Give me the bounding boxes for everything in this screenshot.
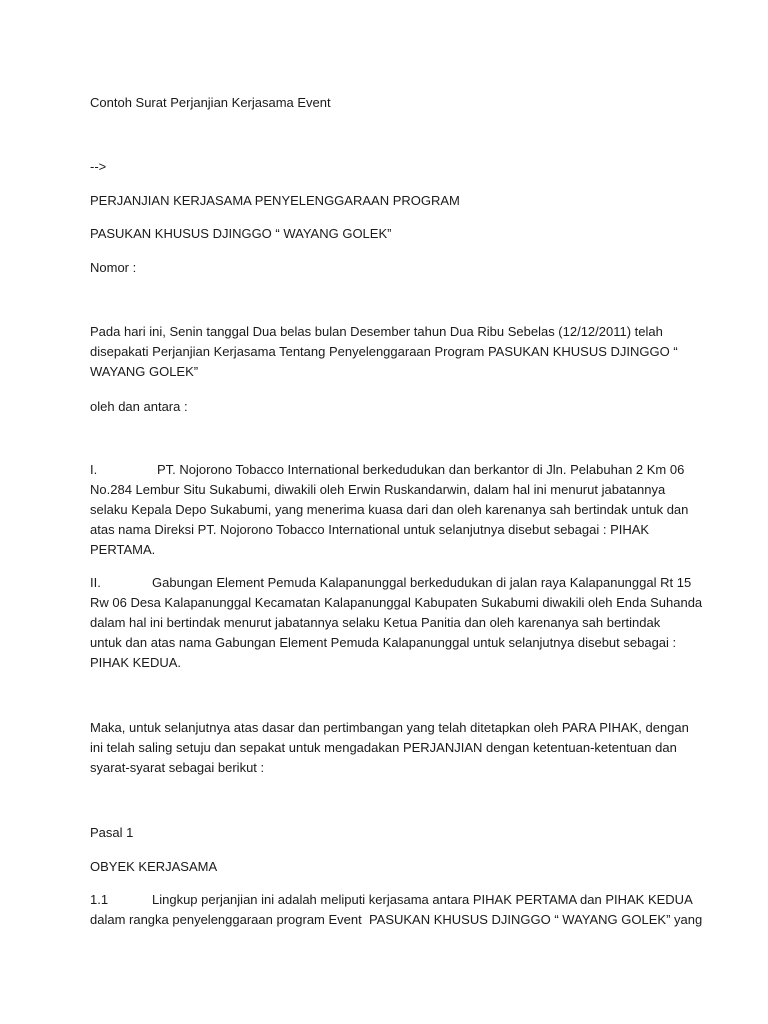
paragraph-line: selaku Kepala Depo Sukabumi, yang menerima kuasa dari dan oleh karenanya sah bertindak untuk dan xyxy=(90,502,689,517)
program-name-heading: PASUKAN KHUSUS DJINGGO “ WAYANG GOLEK” xyxy=(90,226,392,241)
paragraph-line-text: Gabungan Element Pemuda Kalapanunggal berkedudukan di jalan raya Kalapanunggal Rt 15 xyxy=(152,575,692,590)
paragraph-line: Maka, untuk selanjutnya atas dasar dan pertimbangan yang telah ditetapkan oleh PARA PIHAK, dengan xyxy=(90,720,689,735)
opening-paragraph xyxy=(90,322,678,382)
paragraph-line: disepakati Perjanjian Kerjasama Tentang Penyelenggaraan Program PASUKAN KHUSUS DJINGGO “ xyxy=(90,344,678,359)
article-heading: OBYEK KERJASAMA xyxy=(90,859,218,874)
paragraph-line xyxy=(90,573,702,593)
clause-number: 1.1 xyxy=(90,892,109,907)
paragraph-line: syarat-syarat sebagai berikut : xyxy=(90,760,265,775)
paragraph-line: untuk dan atas nama Gabungan Element Pemuda Kalapanunggal untuk selanjutnya disebut sebagai : xyxy=(90,635,677,650)
paragraph-line: dalam hal ini bertindak menurut jabatannya selaku Ketua Panitia dan oleh karenanya sah bertindak xyxy=(90,615,661,630)
paragraph-line-text: PT. Nojorono Tobacco International berkedudukan dan berkantor di Jln. Pelabuhan 2 Km 06 xyxy=(157,462,685,477)
document-title: Contoh Surat Perjanjian Kerjasama Event xyxy=(90,95,331,110)
paragraph-line-text: Lingkup perjanjian ini adalah meliputi kerjasama antara PIHAK PERTAMA dan PIHAK KEDUA xyxy=(152,892,693,907)
party-item-first xyxy=(90,460,688,560)
paragraph-line: dalam rangka penyelenggaraan program Event PASUKAN KHUSUS DJINGGO “ WAYANG GOLEK” yang xyxy=(90,912,703,927)
paragraph-line: Pada hari ini, Senin tanggal Dua belas bulan Desember tahun Dua Ribu Sebelas (12/12/2011) telah xyxy=(90,324,663,339)
agreement-heading: PERJANJIAN KERJASAMA PENYELENGGARAAN PROGRAM xyxy=(90,193,460,208)
paragraph-line: atas nama Direksi PT. Nojorono Tobacco International untuk selanjutnya disebut sebagai : PIHAK xyxy=(90,522,650,537)
document-number-label: Nomor : xyxy=(90,260,137,275)
parties-intro: oleh dan antara : xyxy=(90,399,188,414)
paragraph-line: No.284 Lembur Situ Sukabumi, diwakili oleh Erwin Ruskandarwin, dalam hal ini menurut jabatannya xyxy=(90,482,666,497)
clause-item xyxy=(90,890,702,930)
paragraph-line: ini telah saling setuju dan sepakat untuk mengadakan PERJANJIAN dengan ketentuan-ketentuan dan xyxy=(90,740,677,755)
paragraph-line: WAYANG GOLEK” xyxy=(90,364,199,379)
article-number: Pasal 1 xyxy=(90,825,134,840)
list-number: I. xyxy=(90,462,98,477)
paragraph-line: Rw 06 Desa Kalapanunggal Kecamatan Kalapanunggal Kabupaten Sukabumi diwakili oleh Enda Suhanda xyxy=(90,595,703,610)
paragraph-line xyxy=(90,460,688,480)
agreement-paragraph xyxy=(90,718,689,778)
arrow-marker: --> xyxy=(90,159,107,174)
list-number: II. xyxy=(90,575,101,590)
paragraph-line: PERTAMA. xyxy=(90,542,156,557)
paragraph-line xyxy=(90,890,702,910)
party-item-second xyxy=(90,573,702,673)
paragraph-line: PIHAK KEDUA. xyxy=(90,655,182,670)
